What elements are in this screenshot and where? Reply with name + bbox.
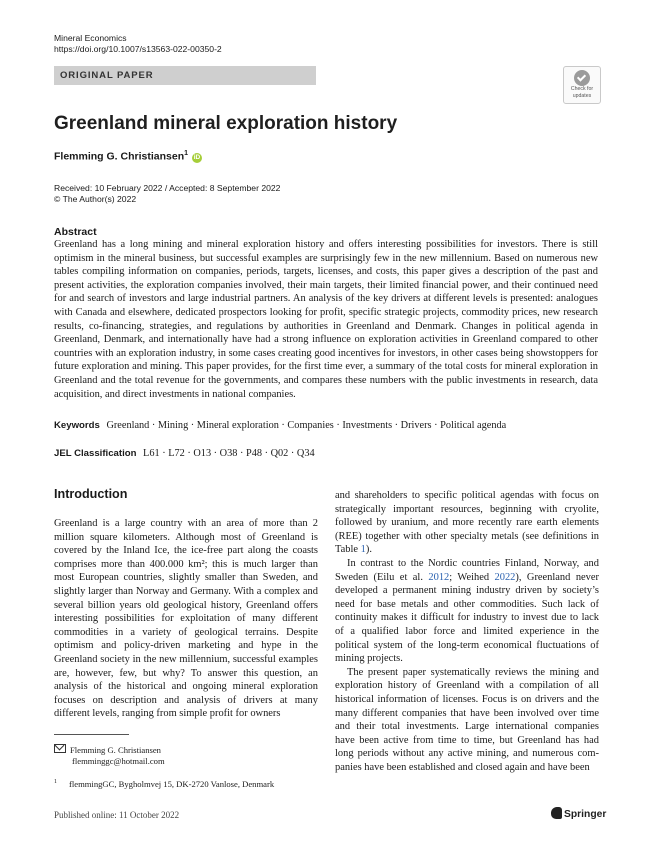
paper-type-label: ORIGINAL PAPER <box>60 70 154 81</box>
affiliation-footnote: $^1$ flemmingGC, Bygholmvej 15, DK-2720 Vanlose, Denmark <box>54 779 275 789</box>
jel-label: JEL Classification <box>54 448 137 459</box>
author-affiliation-sup: 1 <box>184 150 189 157</box>
publisher-name: Springer <box>564 809 607 820</box>
keywords-label: Keywords <box>54 420 100 431</box>
intro-paragraph-2: In contrast to the Nordic countries Finland, Norway, and Sweden (Eilu et al. 2012; Weihed 2022), Greenland never developed a permanent mining industry driven by society’s need for base metals and other commodities. Such lack of continuity makes it difficult for industry to invest due to lack of a qualified labor force and limited experience in the political system of the long-term economical fluctuations of mining projects. <box>335 557 600 665</box>
footnotes <box>54 744 318 790</box>
check-updates-text-1: Check for <box>570 86 594 92</box>
published-online-date: Published online: 11 October 2022 <box>54 810 180 820</box>
doi-link[interactable]: https://doi.org/10.1007/s13563-022-00350-2 <box>54 44 222 54</box>
jel-codes: L61 · L72 · O13 · O38 · P48 · Q02 · Q34 <box>143 448 315 459</box>
contact-author: Flemming G. Christiansen <box>54 744 318 756</box>
orcid-icon[interactable]: iD <box>193 153 201 161</box>
paper-title: Greenland mineral exploration history <box>54 113 398 134</box>
check-updates-icon <box>574 70 590 86</box>
keywords-list: Greenland · Mining · Mineral exploration · Companies · Investments · Drivers · Political agenda <box>106 420 507 431</box>
introduction-heading: Introduction <box>54 487 128 501</box>
check-updates-text-2: updates <box>572 92 592 99</box>
author-line <box>54 150 202 163</box>
article-dates <box>54 183 280 205</box>
intro-paragraph-1: Greenland is a large country with an area of more than 2 million square kilometers. Although most of Greenland is covered by the Inland Ice, the ice-free part along the coasts comprises more than 400.000 km²; this is much larger than most European countries, slightly smaller than Sweden, and slightly larger than Norway and Germany. With a complex and several billion years old geological history, Greenland offers interesting possibilities for exploitation of many different commodities in a variety of geological terrains. Despite optimism and policy-driven marketing and hype in the Greenland society in the new millennium, successful examples are, however, few, but why? To answer this question, an analysis of the historical and ongoing mineral exploration focuses on description and analysis of drivers at many different levels, ranging from simple profit for owners <box>54 518 318 720</box>
publisher-logo[interactable] <box>551 807 606 820</box>
keywords-line <box>54 419 598 432</box>
left-column <box>54 517 318 721</box>
journal-info <box>54 33 222 55</box>
footnote-divider <box>54 734 129 735</box>
mail-icon <box>54 744 66 753</box>
citation-weihed-2022[interactable]: 2022 <box>494 571 516 583</box>
journal-name: Mineral Economics <box>54 33 127 43</box>
springer-horse-icon <box>551 807 562 819</box>
paper-type-banner <box>54 66 316 85</box>
author-name[interactable]: Flemming G. Christiansen <box>54 150 185 163</box>
received-accepted-dates: Received: 10 February 2022 / Accepted: 8 September 2022 <box>54 183 281 193</box>
check-for-updates-badge[interactable] <box>563 66 601 104</box>
abstract-text: Greenland has a long mining and mineral exploration history and offers interesting possibilities for investors. There is still optimism in the mineral business, but successful examples are surprisingly few in the new millennium. Based on numerous new tables compiling information on companies, periods, targets, licenses, and costs, this paper gives a description of the past and present activities, the exploration companies involved, their main targets, their limited financial power, and their continued need for and search of investors and large industrial partners. An analysis of the key drivers at different levels is presented: analogues with Canada and elsewhere, dedicated prospectors looking for profit, specific strategic projects, commodity prices, new research results, co-financing, strategies, and regulations by authorities in Greenland and Denmark. Changes in political agenda in Greenland, Denmark, and internationally have had a strong influence on exploration activities in Greenland compared to other countries with an exploration industry, in some cases creating good incentives for investors, in other cases being showstoppers for future exploration and mining. This paper provides, for the first time ever, a summary of the total costs for mineral exploration in Greenland and the total revenue for the governments, and compares these numbers with the public investments in research, data acquisition, and direct investments in national companies. <box>54 239 598 400</box>
abstract-heading: Abstract <box>54 226 97 238</box>
right-column <box>335 489 599 774</box>
jel-classification-line <box>54 447 598 460</box>
table-1-link[interactable]: 1 <box>360 544 366 556</box>
copyright-notice: © The Author(s) 2022 <box>54 194 137 204</box>
intro-paragraph-1-continued: and shareholders to specific political agendas with focus on strategically important resources, beginning with cryolite, followed by uranium, and more recently rare earth elements (REE) together with other specialty metals (see definitions in Table 1). <box>335 490 599 556</box>
citation-eilu-2012[interactable]: 2012 <box>428 571 450 583</box>
contact-email[interactable]: flemminggc@hotmail.com <box>72 756 165 766</box>
intro-paragraph-3: The present paper systematically reviews the mining and exploration history of Greenland with a compilation of all historical information of licenses. Focus is on drivers and the many different companies that have been involved over time and their total investments. Large international companies have been active from time to time, but Greenland has had long periods without any active mining, and numerous companies have been established and closed again and have been <box>335 666 599 773</box>
